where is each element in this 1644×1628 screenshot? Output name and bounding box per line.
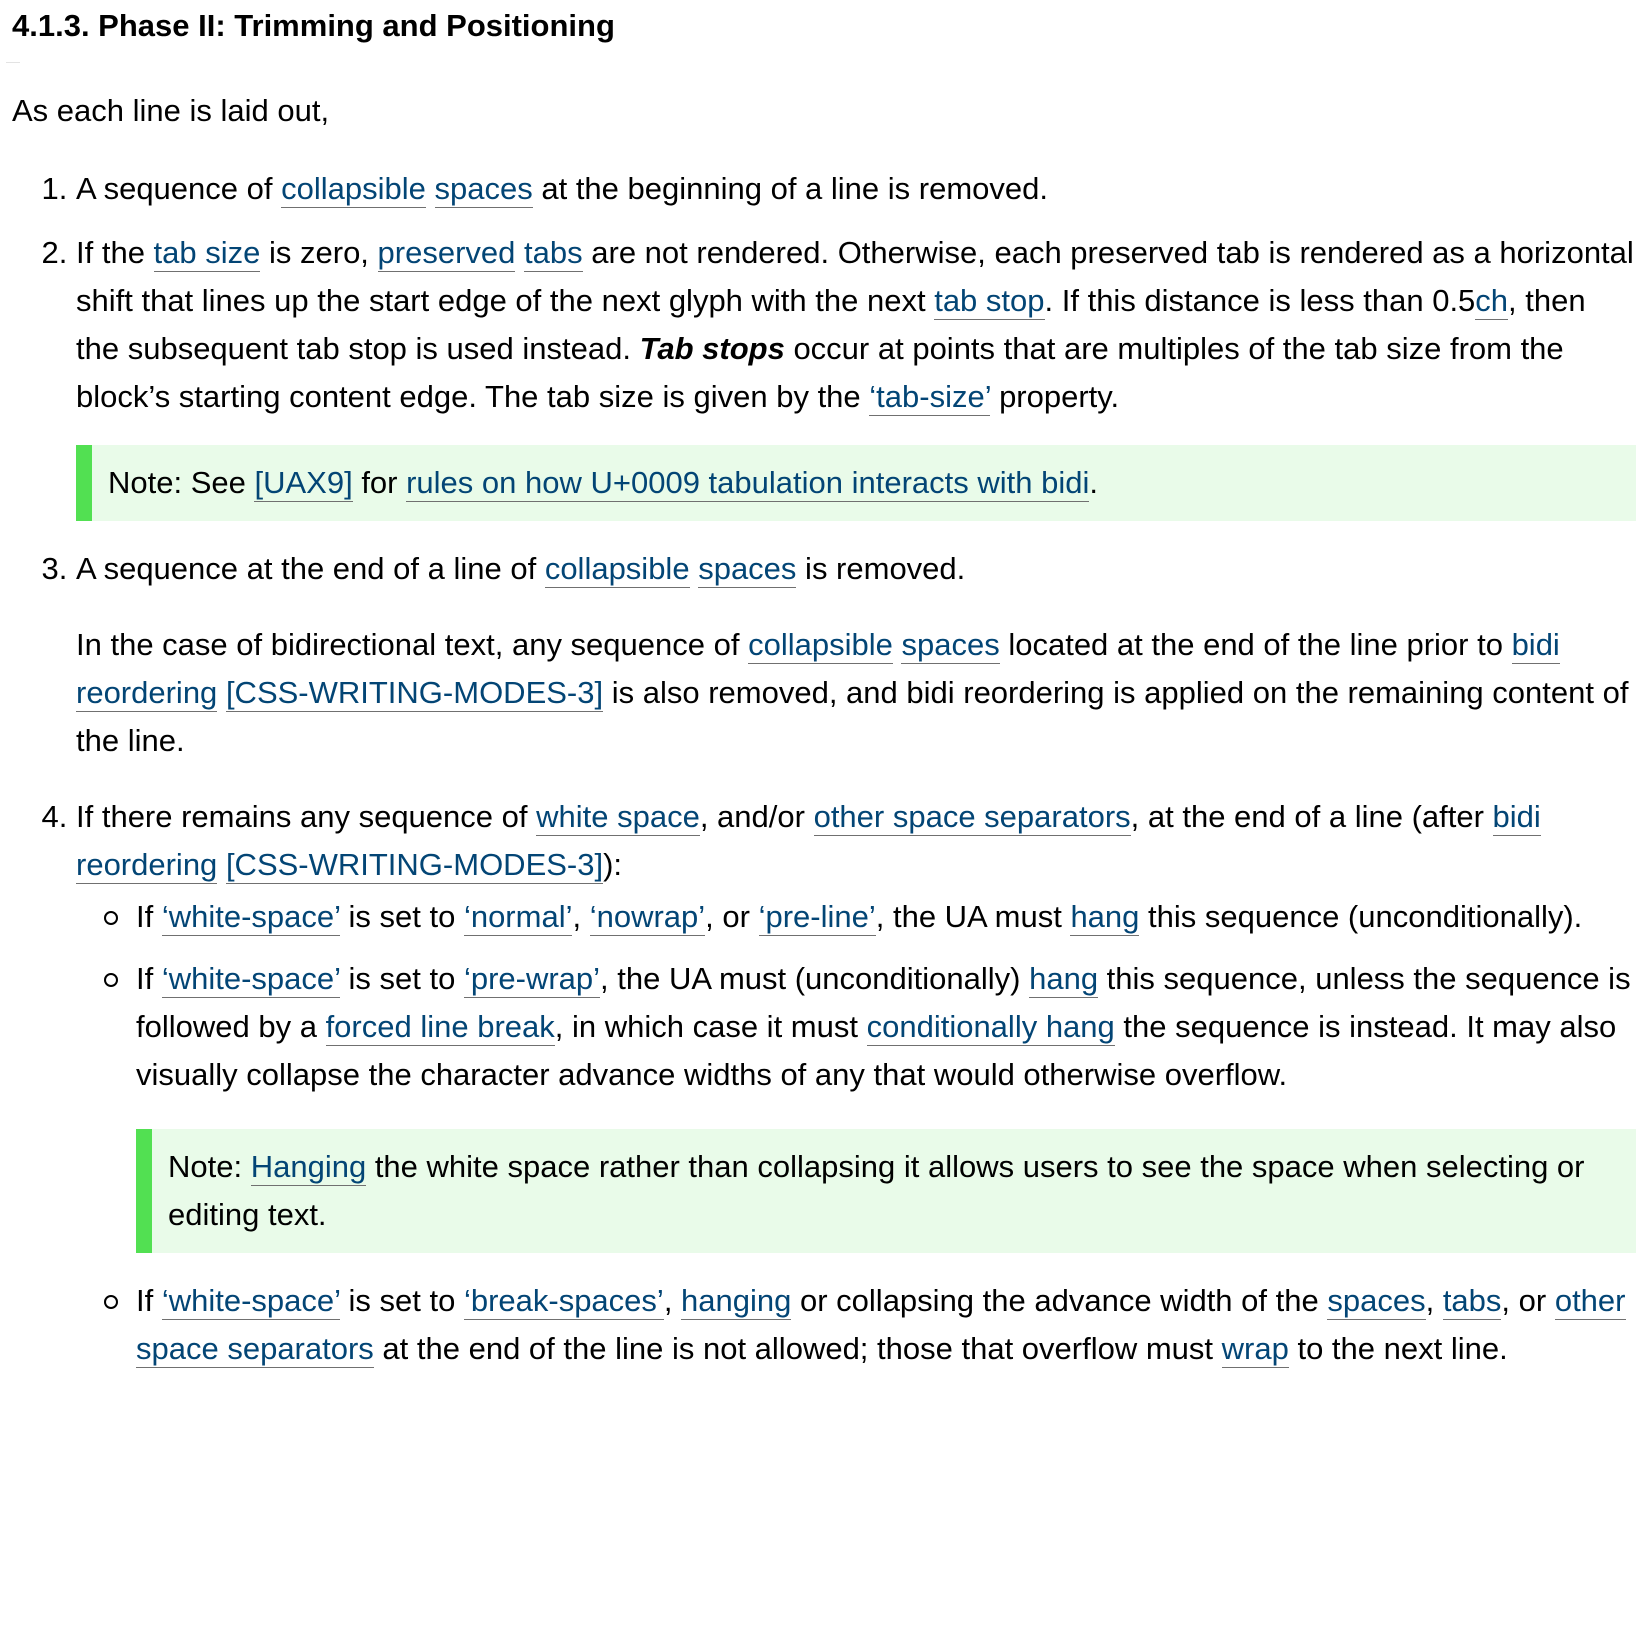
text: , [572,899,590,934]
case-pre-wrap [136,955,1636,1253]
note-uax9 [76,445,1636,521]
text: at the beginning of a line is removed. [532,171,1049,206]
white-space-cases [76,893,1636,1373]
link-value-pre-line[interactable]: ‘pre-line’ [758,899,876,934]
link-bidi-reordering[interactable]: bidi reordering [76,799,1541,882]
note-text: the white space rather than collapsing it allows users to see the space when selecting or editing text. [168,1149,1585,1232]
text: If there remains any sequence of [76,799,537,834]
text: is set to [339,961,464,996]
note-text: Note: See [108,465,255,500]
text: If [136,899,162,934]
link-ch-unit[interactable]: ch [1475,283,1509,318]
case-break-spaces [136,1277,1636,1373]
link-hang[interactable]: hang [1070,899,1140,934]
text: occur at points that are multiples of the tab size from the block’s starting content edge. The tab size is given by the [76,331,1564,414]
link-spaces[interactable]: spaces [1327,1283,1426,1318]
link-tabs[interactable]: tabs [524,235,583,270]
section-heading: 4.1.3. Phase II: Trimming and Positioning [12,8,615,43]
text: this sequence (unconditionally). [1139,899,1583,934]
link-value-nowrap[interactable]: ‘nowrap’ [589,899,706,934]
text: is set to [339,899,464,934]
heading-divider [6,62,20,63]
case-normal-nowrap-preline [136,893,1636,941]
text: If [136,1283,162,1318]
link-white-space-property[interactable]: ‘white-space’ [161,961,340,996]
text: this sequence, unless the sequence is followed by a [136,961,1631,1044]
link-spaces[interactable]: spaces [901,627,1000,662]
text: In the case of bidirectional text, any sequence of [76,627,749,662]
link-tab-size-property[interactable]: ‘tab-size’ [869,379,991,414]
text: , the UA must [875,899,1071,934]
link-preserved[interactable]: preserved [377,235,516,270]
text: the sequence is instead. It may also visually collapse the character advance widths of any that would otherwise overflow. [136,1009,1617,1092]
text: , [663,1283,682,1318]
text: . If this distance is less than 0.5 [1044,283,1476,318]
text: A sequence of [76,171,282,206]
text: is zero, [260,235,378,270]
link-tabs[interactable]: tabs [1442,1283,1502,1318]
link-bidi-reordering[interactable]: bidi reordering [76,627,1560,710]
text: , then the subsequent tab stop is used instead. [76,283,1586,366]
link-css-writing-modes-3[interactable]: [CSS-WRITING-MODES-3] [225,675,604,710]
text: is removed. [796,551,966,586]
note-text: . [1089,465,1099,500]
text: or collapsing the advance width of the [791,1283,1328,1318]
link-spaces[interactable]: spaces [434,171,533,206]
link-tab-stop[interactable]: tab stop [934,283,1045,318]
note-hanging [136,1129,1636,1253]
text: If the [76,235,154,270]
text: , the UA must (unconditionally) [600,961,1030,996]
link-spaces[interactable]: spaces [698,551,797,586]
link-collapsible[interactable]: collapsible [544,551,690,586]
note-text: for [352,465,407,500]
link-value-pre-wrap[interactable]: ‘pre-wrap’ [463,961,601,996]
link-bidi-tab-rules[interactable]: rules on how U+0009 tabulation interacts with bidi [406,465,1090,500]
link-css-writing-modes-3[interactable]: [CSS-WRITING-MODES-3] [225,847,604,882]
text: is also removed, and bidi reordering is applied on the remaining content of the line. [76,675,1629,758]
text: , [1425,1283,1443,1318]
text: located at the end of the line prior to [999,627,1512,662]
text: , at the end of a line (after [1130,799,1493,834]
link-hang[interactable]: hang [1029,961,1099,996]
link-hanging[interactable]: Hanging [250,1149,367,1184]
text: to the next line. [1288,1331,1508,1366]
link-wrap[interactable]: wrap [1221,1331,1289,1366]
link-white-space-property[interactable]: ‘white-space’ [161,899,340,934]
text: ): [603,847,623,882]
step-2 [76,229,1636,521]
steps-list [12,165,1636,1373]
link-white-space[interactable]: white space [536,799,700,834]
link-collapsible[interactable]: collapsible [281,171,426,206]
text: , in which case it must [554,1009,867,1044]
link-value-break-spaces[interactable]: ‘break-spaces’ [463,1283,664,1318]
text: are not rendered. Otherwise, each preserved tab is rendered as a horizontal shift that lines up the start edge of the next glyph with the next [76,235,1634,318]
term-tab-stops: Tab stops [639,331,785,366]
link-conditionally-hang[interactable]: conditionally hang [866,1009,1115,1044]
link-value-normal[interactable]: ‘normal’ [463,899,573,934]
note-text: Note: [168,1149,251,1184]
link-other-space-separators[interactable]: other space separators [136,1283,1626,1366]
intro-text: As each line is laid out, [12,93,330,128]
link-uax9[interactable]: [UAX9] [254,465,353,500]
text: , or [705,899,759,934]
link-white-space-property[interactable]: ‘white-space’ [161,1283,340,1318]
text: A sequence at the end of a line of [76,551,545,586]
link-forced-line-break[interactable]: forced line break [325,1009,555,1044]
bidi-paragraph [76,621,1636,765]
text: , and/or [699,799,814,834]
link-collapsible[interactable]: collapsible [748,627,893,662]
link-other-space-separators[interactable]: other space separators [813,799,1131,834]
link-hanging[interactable]: hanging [681,1283,792,1318]
text: at the end of the line is not allowed; those that overflow must [373,1331,1222,1366]
step-3 [76,545,1636,765]
link-tab-size[interactable]: tab size [153,235,261,270]
text: property. [990,379,1120,414]
step-1 [76,165,1636,213]
text: , or [1501,1283,1555,1318]
step-4 [76,793,1636,1373]
text: If [136,961,162,996]
text: is set to [339,1283,464,1318]
